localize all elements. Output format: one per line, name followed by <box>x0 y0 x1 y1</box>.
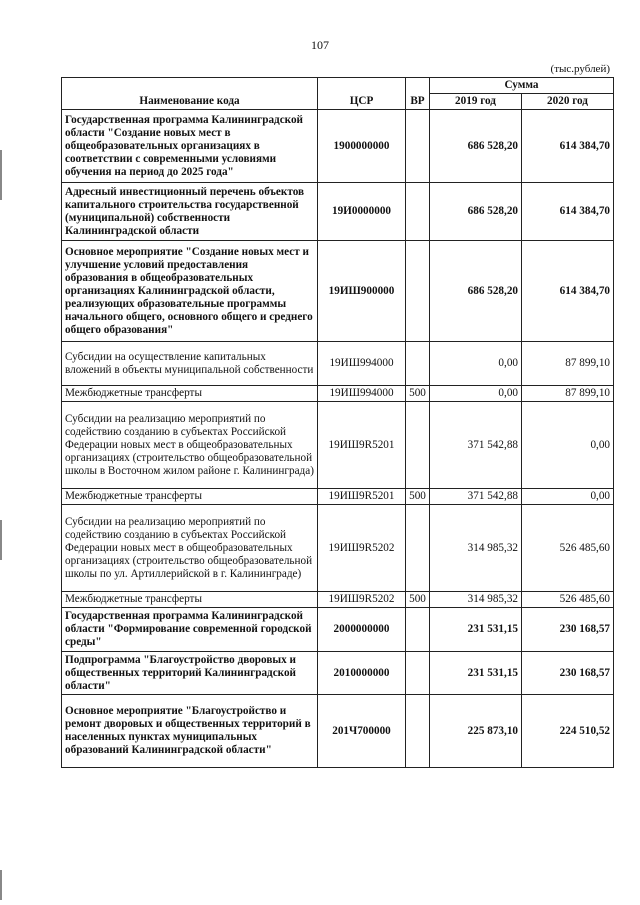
row-vr <box>406 110 430 183</box>
table-row <box>62 110 614 183</box>
table-row <box>62 386 614 402</box>
row-name: Основное мероприятие "Благоустройство и ремонт дворовых и общественных территорий в населенных пунктах муниципальных образований Калининградской области" <box>62 695 318 768</box>
row-csr: 19ИШ9R5202 <box>318 592 406 608</box>
header-sum: Сумма <box>430 78 614 94</box>
row-2019: 686 528,20 <box>430 241 522 342</box>
row-name: Основное мероприятие "Создание новых мест и улучшение условий предоставления образования в общеобразовательных организациях Калининградской области, реализующих образовательные программы начального общего, основного общего и среднего общего образования" <box>62 241 318 342</box>
header-2020: 2020 год <box>522 94 614 110</box>
row-name: Субсидии на осуществление капитальных вложений в объекты муниципальной собственности <box>62 342 318 386</box>
units-label: (тыс.рублей) <box>550 63 610 75</box>
row-vr <box>406 241 430 342</box>
row-csr: 19ИШ9R5202 <box>318 505 406 592</box>
row-name: Адресный инвестиционный перечень объектов капитального строительства государственной (муниципальной) собственности Калининградской области <box>62 183 318 241</box>
row-2019: 314 985,32 <box>430 505 522 592</box>
row-2020: 614 384,70 <box>522 183 614 241</box>
row-name: Межбюджетные трансферты <box>62 592 318 608</box>
row-2020: 230 168,57 <box>522 608 614 652</box>
table-row <box>62 505 614 592</box>
row-2020: 526 485,60 <box>522 505 614 592</box>
table-row <box>62 241 614 342</box>
row-2020: 614 384,70 <box>522 241 614 342</box>
row-vr: 500 <box>406 386 430 402</box>
row-name: Государственная программа Калининградской области "Формирование современной городской среды" <box>62 608 318 652</box>
row-2020: 230 168,57 <box>522 652 614 695</box>
row-2019: 231 531,15 <box>430 608 522 652</box>
row-csr: 201Ч700000 <box>318 695 406 768</box>
row-2020: 614 384,70 <box>522 110 614 183</box>
row-csr: 19ИШ9R5201 <box>318 489 406 505</box>
row-name: Межбюджетные трансферты <box>62 386 318 402</box>
scan-edge-mark <box>0 150 2 200</box>
table-row <box>62 592 614 608</box>
table-row <box>62 652 614 695</box>
row-2019: 0,00 <box>430 386 522 402</box>
row-vr <box>406 342 430 386</box>
table-header <box>62 78 614 110</box>
table-row <box>62 489 614 505</box>
row-2019: 371 542,88 <box>430 489 522 505</box>
row-2020: 0,00 <box>522 489 614 505</box>
row-2020: 87 899,10 <box>522 342 614 386</box>
row-2019: 686 528,20 <box>430 183 522 241</box>
row-2020: 87 899,10 <box>522 386 614 402</box>
scan-edge-mark <box>0 520 2 560</box>
row-vr <box>406 695 430 768</box>
row-name: Межбюджетные трансферты <box>62 489 318 505</box>
row-vr <box>406 402 430 489</box>
row-csr: 19ИШ994000 <box>318 342 406 386</box>
header-csr: ЦСР <box>318 78 406 110</box>
row-csr: 19ИШ9R5201 <box>318 402 406 489</box>
row-2019: 314 985,32 <box>430 592 522 608</box>
header-2019: 2019 год <box>430 94 522 110</box>
row-2020: 526 485,60 <box>522 592 614 608</box>
row-2020: 224 510,52 <box>522 695 614 768</box>
row-csr: 19ИШ994000 <box>318 386 406 402</box>
row-name: Государственная программа Калининградской области "Создание новых мест в общеобразовательных организациях в соответствии с современными условиями обучения на период до 2025 года" <box>62 110 318 183</box>
header-name: Наименование кода <box>62 78 318 110</box>
row-name: Подпрограмма "Благоустройство дворовых и общественных территорий Калининградской области" <box>62 652 318 695</box>
row-2019: 231 531,15 <box>430 652 522 695</box>
table-row <box>62 608 614 652</box>
row-csr: 2000000000 <box>318 608 406 652</box>
page-number: 107 <box>311 38 329 52</box>
row-vr <box>406 652 430 695</box>
row-2019: 686 528,20 <box>430 110 522 183</box>
row-vr <box>406 505 430 592</box>
header-vr: ВР <box>406 78 430 110</box>
row-csr: 2010000000 <box>318 652 406 695</box>
row-vr <box>406 608 430 652</box>
row-name: Субсидии на реализацию мероприятий по содействию созданию в субъектах Российской Федерации новых мест в общеобразовательных организациях (строительство общеобразовательной школы по ул. Артиллерийской в г. Калининграде) <box>62 505 318 592</box>
scan-edge-mark <box>0 870 2 900</box>
table-row <box>62 402 614 489</box>
row-csr: 19ИШ900000 <box>318 241 406 342</box>
budget-table <box>61 77 614 768</box>
row-vr: 500 <box>406 489 430 505</box>
row-2019: 0,00 <box>430 342 522 386</box>
table-row <box>62 695 614 768</box>
table-body <box>62 110 614 768</box>
row-2019: 371 542,88 <box>430 402 522 489</box>
row-vr: 500 <box>406 592 430 608</box>
row-vr <box>406 183 430 241</box>
table-row <box>62 183 614 241</box>
row-2019: 225 873,10 <box>430 695 522 768</box>
table-row <box>62 342 614 386</box>
row-2020: 0,00 <box>522 402 614 489</box>
row-name: Субсидии на реализацию мероприятий по содействию созданию в субъектах Российской Федерации новых мест в общеобразовательных организациях (строительство общеобразовательной школы в Восточном жилом районе г. Калининграда) <box>62 402 318 489</box>
row-csr: 1900000000 <box>318 110 406 183</box>
row-csr: 19И0000000 <box>318 183 406 241</box>
